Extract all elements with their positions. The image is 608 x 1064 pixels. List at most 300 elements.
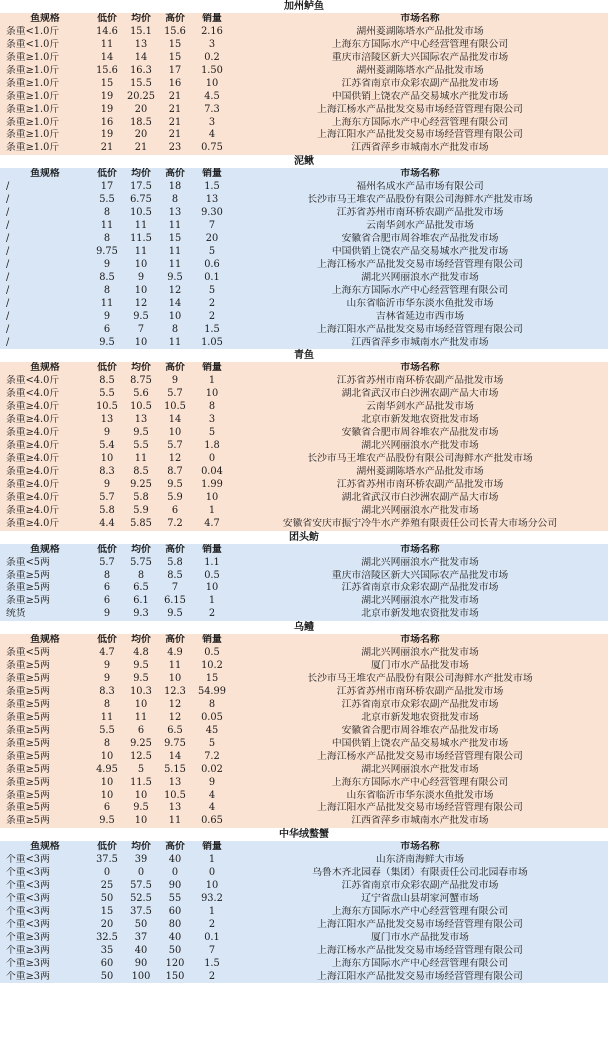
spec-cell: / bbox=[6, 245, 10, 257]
market-name-cell: 上海东方国际水产中心经营管理有限公司 bbox=[331, 284, 509, 296]
avg-price-cell: 20.25 bbox=[126, 90, 156, 102]
volume-cell: 4 bbox=[208, 129, 216, 141]
spec-cell: 条重≥4.0斤 bbox=[6, 478, 60, 490]
avg-price-cell: 9.5 bbox=[133, 660, 149, 672]
avg-price-cell: 50 bbox=[134, 918, 148, 930]
table-row bbox=[0, 272, 608, 285]
spec-cell: / bbox=[6, 310, 10, 322]
fish-section bbox=[0, 0, 608, 155]
spec-cell: 条重≥4.0斤 bbox=[6, 414, 60, 426]
avg-price-cell: 8.75 bbox=[130, 375, 152, 387]
market-name-cell: 湖北兴网丽浪水产批发市场 bbox=[361, 763, 479, 775]
market-name-cell: 江西省萍乡市城南水产批发市场 bbox=[351, 815, 489, 827]
high-price-cell: 21 bbox=[168, 103, 182, 115]
market-name-cell: 湖北省武汉市白沙洲农副产品大市场 bbox=[341, 491, 499, 503]
table-header-row bbox=[0, 13, 608, 26]
table-row bbox=[0, 932, 608, 945]
table-header-row bbox=[0, 362, 608, 375]
table-row bbox=[0, 945, 608, 958]
spec-cell: 条重<4.0斤 bbox=[6, 388, 60, 400]
high-price-cell: 10 bbox=[168, 310, 182, 322]
market-name-cell: 安徽省合肥市周谷堆农产品批发市场 bbox=[341, 233, 499, 244]
table-row bbox=[0, 570, 608, 583]
high-price-cell: 150 bbox=[165, 970, 185, 982]
spec-cell: 条重≥1.0斤 bbox=[6, 77, 60, 89]
low-price-cell: 6 bbox=[103, 595, 111, 607]
low-price-cell: 8 bbox=[103, 233, 111, 244]
high-price-cell: 21 bbox=[168, 129, 182, 141]
avg-price-cell: 9.5 bbox=[133, 310, 149, 322]
volume-cell: 0.65 bbox=[201, 815, 223, 827]
avg-price-cell: 20 bbox=[134, 129, 148, 141]
volume-cell: 3 bbox=[208, 414, 216, 426]
volume-cell: 45 bbox=[205, 724, 219, 736]
volume-cell: 3 bbox=[208, 38, 216, 50]
table-row bbox=[0, 142, 608, 155]
market-name-cell: 云南华剑水产品批发市场 bbox=[366, 401, 474, 413]
low-price-cell: 32.5 bbox=[96, 931, 118, 943]
high-price-cell: 12.3 bbox=[164, 686, 186, 697]
low-price-cell: 10 bbox=[100, 789, 114, 801]
market-name-cell: 湖北兴网丽浪水产批发市场 bbox=[361, 595, 479, 607]
avg-price-cell: 9.5 bbox=[133, 427, 149, 439]
column-header-avg: 均价 bbox=[131, 13, 151, 24]
spec-cell: 条重≥4.0斤 bbox=[6, 504, 60, 516]
volume-cell: 0.1 bbox=[204, 271, 220, 283]
spec-cell: 个重≥3两 bbox=[6, 970, 50, 982]
high-price-cell: 17 bbox=[168, 64, 182, 76]
spec-cell: / bbox=[6, 181, 10, 193]
table-row bbox=[0, 686, 608, 699]
high-price-cell: 80 bbox=[168, 918, 182, 930]
spec-cell: 条重<4.0斤 bbox=[6, 375, 60, 387]
high-price-cell: 50 bbox=[168, 944, 182, 956]
column-header-volume: 销量 bbox=[202, 634, 222, 646]
section-title: 乌鳢 bbox=[0, 621, 608, 634]
market-name-cell: 江苏省苏州市南环桥农副产品批发市场 bbox=[336, 686, 504, 697]
market-name-cell: 长沙市马王堆农产品股份有限公司海鲜水产批发市场 bbox=[307, 453, 533, 464]
section-title: 青鱼 bbox=[0, 349, 608, 362]
volume-cell: 0.5 bbox=[204, 647, 220, 659]
table-row bbox=[0, 26, 608, 39]
high-price-cell: 40 bbox=[168, 854, 182, 866]
low-price-cell: 5.7 bbox=[99, 491, 115, 503]
table-row bbox=[0, 595, 608, 608]
spec-cell: 条重≥4.0斤 bbox=[6, 401, 60, 413]
high-price-cell: 5.15 bbox=[164, 763, 186, 775]
column-header-low: 低价 bbox=[97, 634, 117, 646]
avg-price-cell: 52.5 bbox=[130, 893, 152, 905]
low-price-cell: 8 bbox=[103, 207, 111, 219]
table-row bbox=[0, 129, 608, 142]
avg-price-cell: 5.75 bbox=[130, 556, 152, 568]
volume-cell: 4 bbox=[208, 802, 216, 814]
low-price-cell: 13 bbox=[100, 414, 114, 426]
market-name-cell: 北京市新发地农资批发市场 bbox=[361, 414, 479, 426]
high-price-cell: 40 bbox=[168, 931, 182, 943]
spec-cell: 条重≥5两 bbox=[6, 724, 50, 736]
table-row bbox=[0, 324, 608, 337]
avg-price-cell: 9.5 bbox=[133, 673, 149, 685]
high-price-cell: 6.15 bbox=[164, 595, 186, 607]
market-name-cell: 吉林省延边市西市场 bbox=[375, 310, 465, 322]
low-price-cell: 15 bbox=[100, 77, 114, 89]
avg-price-cell: 4.8 bbox=[133, 647, 149, 659]
low-price-cell: 10 bbox=[100, 453, 114, 464]
column-header-low: 低价 bbox=[97, 13, 117, 24]
low-price-cell: 11 bbox=[100, 297, 114, 309]
volume-cell: 1.5 bbox=[204, 323, 220, 335]
volume-cell: 0.75 bbox=[201, 142, 223, 154]
low-price-cell: 8.5 bbox=[99, 375, 115, 387]
spec-cell: / bbox=[6, 271, 10, 283]
avg-price-cell: 10 bbox=[134, 789, 148, 801]
table-row bbox=[0, 815, 608, 828]
low-price-cell: 4.7 bbox=[99, 647, 115, 659]
low-price-cell: 9 bbox=[103, 478, 111, 490]
volume-cell: 10.2 bbox=[201, 660, 223, 672]
high-price-cell: 4.9 bbox=[167, 647, 183, 659]
market-name-cell: 湖州菱湖陈塔水产品批发市场 bbox=[356, 64, 484, 76]
avg-price-cell: 11.5 bbox=[130, 233, 152, 244]
table-row bbox=[0, 647, 608, 660]
high-price-cell: 5.9 bbox=[167, 491, 183, 503]
low-price-cell: 9 bbox=[103, 673, 111, 685]
spec-cell: / bbox=[6, 323, 10, 335]
table-row bbox=[0, 78, 608, 91]
volume-cell: 5 bbox=[208, 245, 216, 257]
fish-section bbox=[0, 349, 608, 530]
avg-price-cell: 20 bbox=[134, 103, 148, 115]
low-price-cell: 5.5 bbox=[99, 724, 115, 736]
column-header-spec: 鱼规格 bbox=[30, 841, 60, 853]
volume-cell: 10 bbox=[205, 77, 219, 89]
avg-price-cell: 10.5 bbox=[130, 207, 152, 219]
low-price-cell: 14 bbox=[100, 51, 114, 63]
table-row bbox=[0, 440, 608, 453]
table-row bbox=[0, 453, 608, 466]
table-header-row bbox=[0, 544, 608, 557]
high-price-cell: 6 bbox=[171, 504, 179, 516]
avg-price-cell: 40 bbox=[134, 944, 148, 956]
table-row bbox=[0, 699, 608, 712]
high-price-cell: 15 bbox=[168, 233, 182, 244]
spec-cell: 条重≥1.0斤 bbox=[6, 64, 60, 76]
table-row bbox=[0, 375, 608, 388]
market-name-cell: 江苏省苏州市南环桥农副产品批发市场 bbox=[336, 478, 504, 490]
spec-cell: 个重≥3两 bbox=[6, 931, 50, 943]
avg-price-cell: 10.3 bbox=[130, 686, 152, 697]
avg-price-cell: 12 bbox=[134, 297, 148, 309]
column-header-volume: 销量 bbox=[202, 362, 222, 374]
spec-cell: 条重≥5两 bbox=[6, 595, 50, 607]
market-name-cell: 江苏省南京市众彩农副产品批发市场 bbox=[341, 77, 499, 89]
high-price-cell: 15 bbox=[168, 38, 182, 50]
market-name-cell: 山东省临沂市华东淡水鱼批发市场 bbox=[346, 789, 494, 801]
volume-cell: 2 bbox=[208, 297, 216, 309]
market-name-cell: 重庆市涪陵区新大兴国际农产品批发市场 bbox=[331, 51, 509, 63]
volume-cell: 7.2 bbox=[204, 750, 220, 762]
table-row bbox=[0, 39, 608, 52]
high-price-cell: 12 bbox=[168, 698, 182, 710]
column-header-high: 高价 bbox=[165, 13, 185, 24]
market-name-cell: 江苏省苏州市南环桥农副产品批发市场 bbox=[336, 207, 504, 219]
spec-cell: 条重≥1.0斤 bbox=[6, 103, 60, 115]
high-price-cell: 12 bbox=[168, 711, 182, 723]
fish-section bbox=[0, 828, 608, 982]
table-row bbox=[0, 311, 608, 324]
avg-price-cell: 8 bbox=[137, 569, 145, 581]
low-price-cell: 19 bbox=[100, 90, 114, 102]
table-row bbox=[0, 492, 608, 505]
table-row bbox=[0, 181, 608, 194]
market-name-cell: 湖北兴网丽浪水产批发市场 bbox=[361, 271, 479, 283]
avg-price-cell: 10 bbox=[134, 258, 148, 270]
avg-price-cell: 100 bbox=[131, 970, 151, 982]
volume-cell: 1.05 bbox=[201, 336, 223, 348]
market-name-cell: 北京市新发地农资批发市场 bbox=[361, 711, 479, 723]
spec-cell: 条重<1.0斤 bbox=[6, 38, 60, 50]
column-header-spec: 鱼规格 bbox=[30, 634, 60, 646]
low-price-cell: 14.6 bbox=[96, 25, 118, 37]
volume-cell: 0 bbox=[208, 453, 216, 464]
volume-cell: 4 bbox=[208, 789, 216, 801]
avg-price-cell: 9.25 bbox=[130, 478, 152, 490]
spec-cell: 条重≥5两 bbox=[6, 673, 50, 685]
column-header-high: 高价 bbox=[165, 634, 185, 646]
spec-cell: 条重≥4.0斤 bbox=[6, 491, 60, 503]
table-row bbox=[0, 751, 608, 764]
table-row bbox=[0, 52, 608, 65]
low-price-cell: 9 bbox=[103, 258, 111, 270]
avg-price-cell: 5.85 bbox=[130, 517, 152, 529]
column-header-market: 市场名称 bbox=[400, 543, 440, 555]
market-name-cell: 上海江杨水产品批发交易市场经营管理有限公司 bbox=[317, 103, 523, 115]
high-price-cell: 11 bbox=[168, 815, 182, 827]
low-price-cell: 6 bbox=[103, 802, 111, 814]
table-row bbox=[0, 919, 608, 932]
volume-cell: 2 bbox=[208, 918, 216, 930]
high-price-cell: 7 bbox=[171, 582, 179, 594]
market-name-cell: 湖北兴网丽浪水产批发市场 bbox=[361, 440, 479, 452]
volume-cell: 20 bbox=[205, 233, 219, 244]
spec-cell: / bbox=[6, 207, 10, 219]
high-price-cell: 8.5 bbox=[167, 569, 183, 581]
table-row bbox=[0, 298, 608, 311]
column-header-low: 低价 bbox=[97, 362, 117, 374]
market-name-cell: 山东省临沂市华东淡水鱼批发市场 bbox=[346, 297, 494, 309]
low-price-cell: 11 bbox=[100, 711, 114, 723]
spec-cell: 条重≥1.0斤 bbox=[6, 142, 60, 154]
volume-cell: 15 bbox=[205, 673, 219, 685]
avg-price-cell: 37.5 bbox=[130, 906, 152, 917]
column-header-volume: 销量 bbox=[202, 13, 222, 24]
column-header-spec: 鱼规格 bbox=[30, 362, 60, 374]
volume-cell: 3 bbox=[208, 116, 216, 128]
table-row bbox=[0, 971, 608, 983]
low-price-cell: 50 bbox=[100, 893, 114, 905]
high-price-cell: 8 bbox=[171, 194, 179, 206]
avg-price-cell: 12.5 bbox=[130, 750, 152, 762]
volume-cell: 0.2 bbox=[204, 51, 220, 63]
column-header-avg: 均价 bbox=[131, 543, 151, 555]
avg-price-cell: 21 bbox=[134, 142, 148, 154]
avg-price-cell: 10 bbox=[134, 815, 148, 827]
low-price-cell: 4.95 bbox=[96, 763, 118, 775]
low-price-cell: 17 bbox=[100, 181, 114, 193]
avg-price-cell: 15.1 bbox=[130, 25, 152, 37]
market-name-cell: 长沙市马王堆农产品股份有限公司海鲜水产批发市场 bbox=[307, 673, 533, 685]
volume-cell: 1 bbox=[208, 595, 216, 607]
avg-price-cell: 18.5 bbox=[130, 116, 152, 128]
column-header-market: 市场名称 bbox=[400, 168, 440, 180]
market-name-cell: 长沙市马王堆农产品股份有限公司海鲜水产批发市场 bbox=[307, 194, 533, 206]
spec-cell: 条重≥1.0斤 bbox=[6, 90, 60, 102]
low-price-cell: 5.8 bbox=[99, 504, 115, 516]
low-price-cell: 0 bbox=[103, 867, 111, 879]
table-row bbox=[0, 608, 608, 621]
market-name-cell: 湖州菱湖陈塔水产品批发市场 bbox=[356, 465, 484, 477]
column-header-low: 低价 bbox=[97, 168, 117, 180]
section-title: 中华绒螯蟹 bbox=[0, 828, 608, 841]
column-header-avg: 均价 bbox=[131, 841, 151, 853]
avg-price-cell: 10.5 bbox=[130, 401, 152, 413]
volume-cell: 2 bbox=[208, 608, 216, 620]
high-price-cell: 23 bbox=[168, 142, 182, 154]
avg-price-cell: 7 bbox=[137, 323, 145, 335]
high-price-cell: 18 bbox=[168, 181, 182, 193]
column-header-volume: 销量 bbox=[202, 841, 222, 853]
spec-cell: 条重≥5两 bbox=[6, 569, 50, 581]
low-price-cell: 8 bbox=[103, 698, 111, 710]
avg-price-cell: 9.25 bbox=[130, 737, 152, 749]
avg-price-cell: 6.5 bbox=[133, 582, 149, 594]
market-name-cell: 云南华剑水产品批发市场 bbox=[366, 220, 474, 232]
market-name-cell: 上海江阳水产品批发交易市场经营管理有限公司 bbox=[317, 129, 523, 141]
avg-price-cell: 37 bbox=[134, 931, 148, 943]
market-name-cell: 上海江杨水产品批发交易市场经营管理有限公司 bbox=[317, 944, 523, 956]
low-price-cell: 16 bbox=[100, 116, 114, 128]
avg-price-cell: 15.5 bbox=[130, 77, 152, 89]
spec-cell: 个重<3两 bbox=[6, 880, 50, 892]
avg-price-cell: 5.8 bbox=[133, 491, 149, 503]
spec-cell: / bbox=[6, 336, 10, 348]
section-title: 团头鲂 bbox=[0, 531, 608, 544]
spec-cell: 条重≥5两 bbox=[6, 686, 50, 697]
spec-cell: 条重≥1.0斤 bbox=[6, 116, 60, 128]
table-row bbox=[0, 854, 608, 867]
market-name-cell: 江苏省南京市众彩农副产品批发市场 bbox=[341, 880, 499, 892]
volume-cell: 7 bbox=[208, 220, 216, 232]
high-price-cell: 7.2 bbox=[167, 517, 183, 529]
fish-section bbox=[0, 621, 608, 828]
column-header-market: 市场名称 bbox=[400, 841, 440, 853]
market-name-cell: 重庆市涪陵区新大兴国际农产品批发市场 bbox=[331, 569, 509, 581]
table-row bbox=[0, 246, 608, 259]
high-price-cell: 10 bbox=[168, 427, 182, 439]
spec-cell: 条重≥5两 bbox=[6, 776, 50, 788]
high-price-cell: 13 bbox=[168, 802, 182, 814]
low-price-cell: 5.5 bbox=[99, 194, 115, 206]
high-price-cell: 9.5 bbox=[167, 478, 183, 490]
volume-cell: 5 bbox=[208, 737, 216, 749]
volume-cell: 0.5 bbox=[204, 569, 220, 581]
avg-price-cell: 11 bbox=[134, 245, 148, 257]
volume-cell: 4.7 bbox=[204, 517, 220, 529]
avg-price-cell: 10 bbox=[134, 284, 148, 296]
high-price-cell: 8.7 bbox=[167, 465, 183, 477]
spec-cell: / bbox=[6, 284, 10, 296]
high-price-cell: 120 bbox=[165, 957, 185, 969]
table-row bbox=[0, 958, 608, 971]
high-price-cell: 10 bbox=[168, 673, 182, 685]
spec-cell: 个重<3两 bbox=[6, 893, 50, 905]
volume-cell: 2 bbox=[208, 970, 216, 982]
avg-price-cell: 9 bbox=[137, 271, 145, 283]
table-row bbox=[0, 117, 608, 130]
table-row bbox=[0, 505, 608, 518]
low-price-cell: 21 bbox=[100, 142, 114, 154]
high-price-cell: 10.5 bbox=[164, 401, 186, 413]
market-name-cell: 上海江杨水产品批发交易市场经营管理有限公司 bbox=[317, 258, 523, 270]
avg-price-cell: 5.5 bbox=[133, 440, 149, 452]
low-price-cell: 9.5 bbox=[99, 336, 115, 348]
high-price-cell: 15.6 bbox=[164, 25, 186, 37]
volume-cell: 1.1 bbox=[204, 556, 220, 568]
market-name-cell: 中国供销上饶农产品交易城水产批发市场 bbox=[331, 737, 509, 749]
volume-cell: 7 bbox=[208, 944, 216, 956]
volume-cell: 9.30 bbox=[201, 207, 223, 219]
low-price-cell: 19 bbox=[100, 103, 114, 115]
column-header-market: 市场名称 bbox=[400, 634, 440, 646]
avg-price-cell: 0 bbox=[137, 867, 145, 879]
spec-cell: 条重≥5两 bbox=[6, 698, 50, 710]
high-price-cell: 6.5 bbox=[167, 724, 183, 736]
market-name-cell: 安徽省合肥市周谷堆农产品批发市场 bbox=[341, 724, 499, 736]
table-row bbox=[0, 893, 608, 906]
avg-price-cell: 90 bbox=[134, 957, 148, 969]
column-header-volume: 销量 bbox=[202, 543, 222, 555]
volume-cell: 10 bbox=[205, 491, 219, 503]
table-row bbox=[0, 764, 608, 777]
column-header-avg: 均价 bbox=[131, 634, 151, 646]
table-row bbox=[0, 712, 608, 725]
high-price-cell: 15 bbox=[168, 51, 182, 63]
high-price-cell: 11 bbox=[168, 220, 182, 232]
volume-cell: 4.5 bbox=[204, 90, 220, 102]
table-row bbox=[0, 91, 608, 104]
low-price-cell: 9.75 bbox=[96, 245, 118, 257]
low-price-cell: 9 bbox=[103, 310, 111, 322]
table-row bbox=[0, 388, 608, 401]
table-row bbox=[0, 557, 608, 570]
low-price-cell: 20 bbox=[100, 918, 114, 930]
low-price-cell: 8 bbox=[103, 737, 111, 749]
spec-cell: 条重≥5两 bbox=[6, 711, 50, 723]
low-price-cell: 9 bbox=[103, 427, 111, 439]
avg-price-cell: 9.5 bbox=[133, 802, 149, 814]
low-price-cell: 9 bbox=[103, 608, 111, 620]
avg-price-cell: 6.1 bbox=[133, 595, 149, 607]
high-price-cell: 60 bbox=[168, 906, 182, 917]
volume-cell: 2.16 bbox=[201, 25, 223, 37]
volume-cell: 1.99 bbox=[201, 478, 223, 490]
low-price-cell: 10 bbox=[100, 776, 114, 788]
high-price-cell: 10.5 bbox=[164, 789, 186, 801]
spec-cell: 条重≥4.0斤 bbox=[6, 453, 60, 464]
high-price-cell: 14 bbox=[168, 297, 182, 309]
high-price-cell: 16 bbox=[168, 77, 182, 89]
